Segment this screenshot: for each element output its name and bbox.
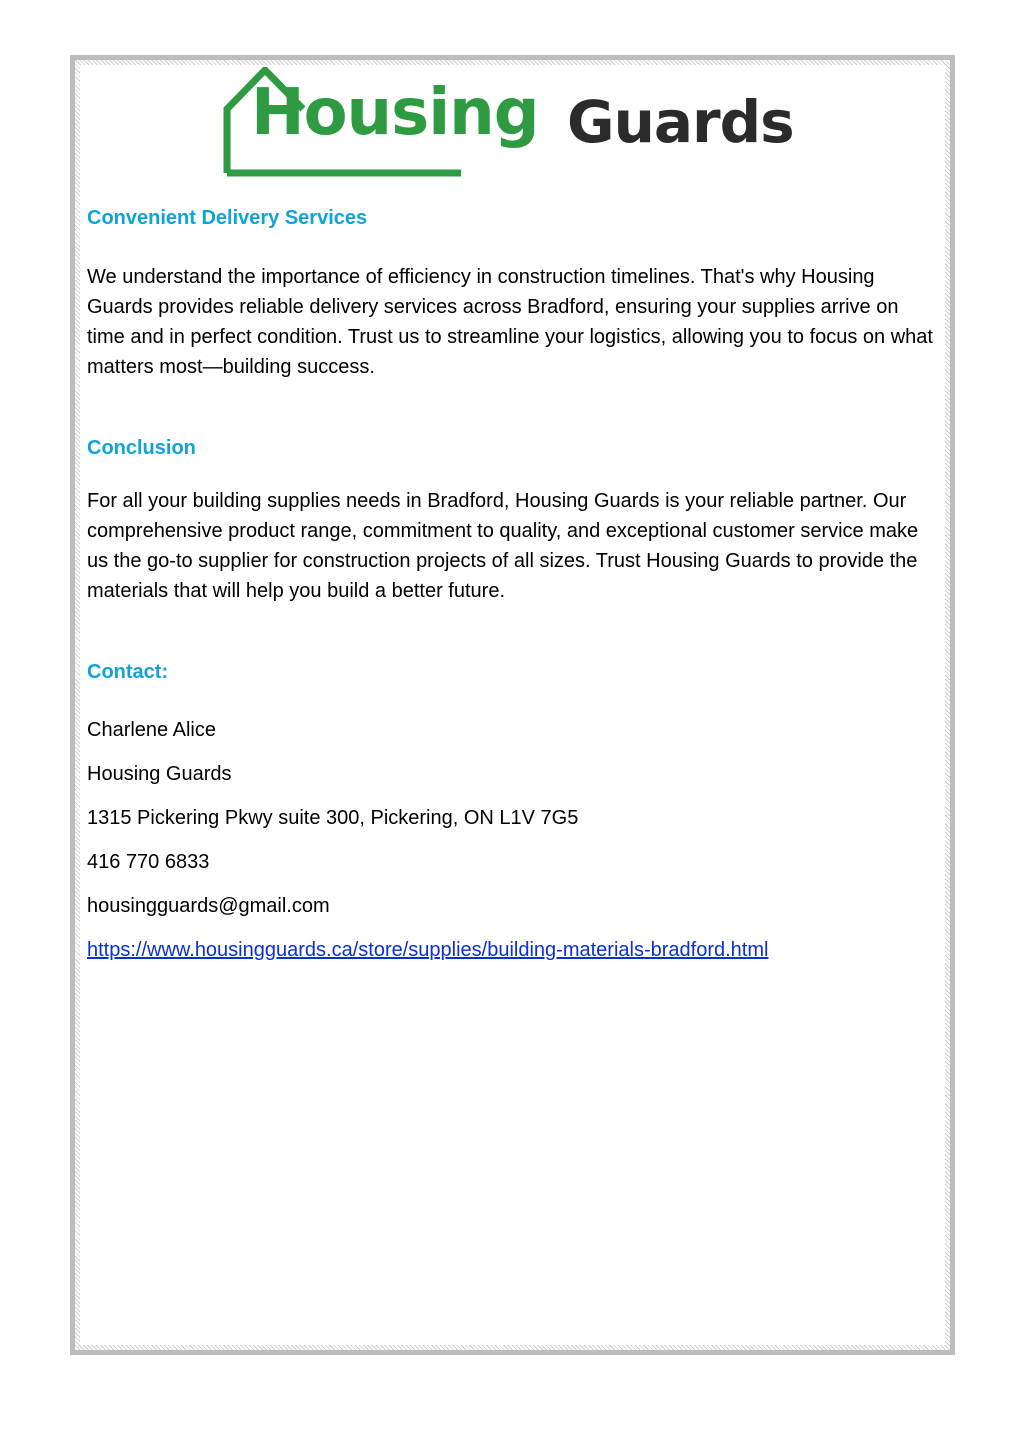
contact-company: Housing Guards [87, 763, 232, 785]
contact-name: Charlene Alice [87, 719, 216, 741]
page-border [70, 55, 955, 1355]
contact-heading: Contact: [87, 661, 169, 683]
logo-word-guards: Guards [567, 88, 794, 156]
contact-website-link[interactable]: https://www.housingguards.ca/store/supplies/building-materials-bradford.html [87, 939, 769, 961]
logo-word-housing: Housing [251, 76, 539, 150]
delivery-heading: Convenient Delivery Services [87, 207, 368, 229]
housing-guards-logo [221, 67, 821, 179]
contact-phone: 416 770 6833 [87, 851, 210, 873]
contact-email: housingguards@gmail.com [87, 895, 330, 917]
delivery-paragraph: We understand the importance of efficiency in construction timelines. That's why Housing Guards provides reliable delivery services across Bradford, ensuring your supplies arrive on time and in perfect condition. Trust us to streamline your logistics, allowing you to focus on what matters most—building success. [87, 266, 933, 378]
conclusion-paragraph: For all your building supplies needs in Bradford, Housing Guards is your reliable partner. Our comprehensive product range, commitment to quality, and exceptional customer service make us the go-to supplier for construction projects of all sizes. Trust Housing Guards to provide the materials that will help you build a better future. [87, 490, 919, 602]
contact-address: 1315 Pickering Pkwy suite 300, Pickering, ON L1V 7G5 [87, 807, 579, 829]
conclusion-heading: Conclusion [87, 437, 196, 459]
page-content [80, 65, 945, 1345]
